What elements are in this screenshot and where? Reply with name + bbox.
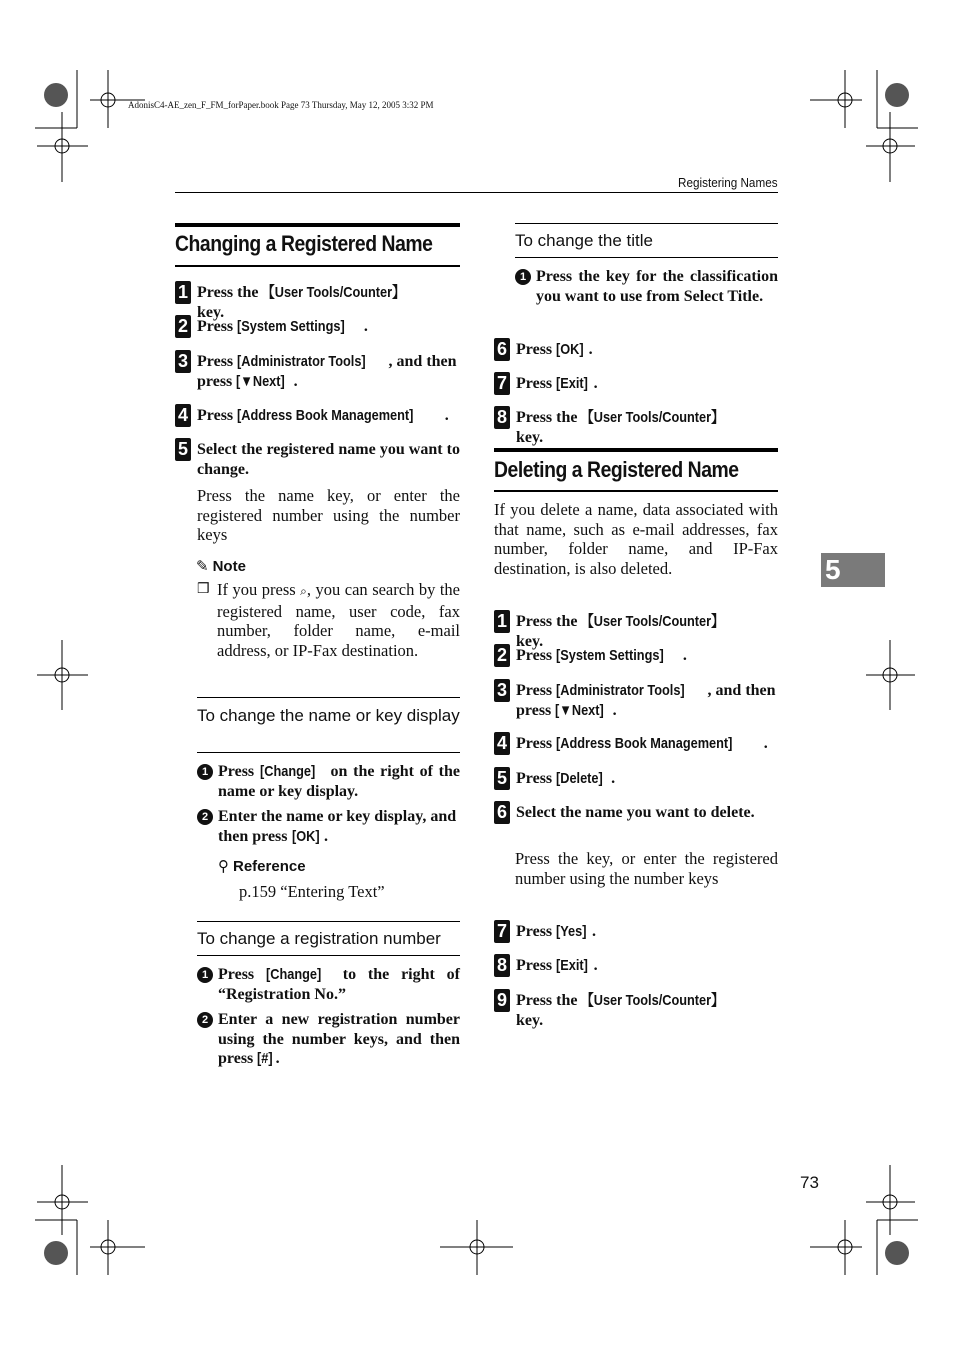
reference-link[interactable]: p.159 “Entering Text” bbox=[239, 882, 385, 901]
subsection-rule bbox=[197, 921, 460, 922]
subsection-rule bbox=[197, 697, 460, 698]
subsection-rule bbox=[197, 752, 460, 753]
note-header: ✎ Note bbox=[196, 558, 246, 575]
title-rule-bottom bbox=[494, 490, 778, 492]
step-6-body: Press the key, or enter the registered number using the number keys bbox=[515, 849, 778, 888]
key-label: [System Settings] bbox=[237, 318, 345, 335]
checkbox-bullet-icon: ❒ bbox=[197, 582, 210, 597]
title-rule-top bbox=[175, 223, 460, 227]
step-number: 1 bbox=[175, 281, 191, 304]
sub-step-2: 2 Enter a new registration number using the number keys, and then press [#] . bbox=[197, 1010, 460, 1070]
step-number: 2 bbox=[175, 315, 191, 338]
sub-step-1: 1 Press [Change] on the right of the name or key display. bbox=[197, 762, 460, 802]
section-title-deleting: Deleting a Registered Name bbox=[494, 457, 739, 482]
running-head: Registering Names bbox=[678, 175, 778, 190]
subsection-rule bbox=[515, 257, 778, 258]
deleting-intro: If you delete a name, data associated with that name, such as e-mail addresses, fax number, folder name, and IP-Fax destination, is also deleted. bbox=[494, 500, 778, 578]
sub-step-1: 1 Press [Change] to the right of “Registration No.” bbox=[197, 965, 460, 1005]
book-slug: AdonisC4-AE_zen_F_FM_forPaper.book Page 73 Thursday, May 12, 2005 3:32 PM bbox=[128, 100, 434, 110]
pencil-icon: ✎ bbox=[196, 559, 209, 575]
search-key-icon: ⌕ bbox=[300, 584, 307, 598]
page-number: 73 bbox=[800, 1173, 819, 1192]
key-label: [Administrator Tools] bbox=[237, 353, 366, 370]
key-label: [Address Book Management] bbox=[237, 407, 414, 424]
section-title-changing: Changing a Registered Name bbox=[175, 231, 433, 256]
subsection-title-number: To change a registration number bbox=[197, 929, 441, 948]
key-label: [▼Next] bbox=[236, 372, 286, 390]
step-5-body: Press the name key, or enter the registered number using the number keys bbox=[197, 486, 460, 544]
subsection-title-name: To change the name or key display bbox=[197, 706, 460, 725]
sub-step-1: 1 Press the key for the classification you want to use from Select Title. bbox=[515, 267, 778, 327]
step-number: 3 bbox=[175, 350, 191, 373]
magnifier-icon: ⚲ bbox=[218, 857, 229, 875]
step-number: 4 bbox=[175, 404, 191, 427]
title-rule-top bbox=[494, 448, 778, 452]
chapter-tab: 5 bbox=[821, 553, 885, 587]
reference-header: ⚲ Reference bbox=[218, 857, 306, 875]
subsection-rule bbox=[515, 223, 778, 224]
subsection-title-title: To change the title bbox=[515, 231, 653, 250]
title-rule-bottom bbox=[175, 265, 460, 267]
note-text: ❒ If you press ⌕, you can search by the registered name, user code, fax number, folder name, e-mail address, or IP-Fax destination. bbox=[197, 580, 460, 660]
header-rule bbox=[175, 192, 778, 193]
step-number: 5 bbox=[175, 438, 191, 461]
sub-step-2: 2 Enter the name or key display, and then press [OK] . bbox=[197, 807, 460, 847]
key-label: 【User Tools/Counter】 bbox=[262, 284, 406, 301]
subsection-rule bbox=[197, 955, 460, 956]
